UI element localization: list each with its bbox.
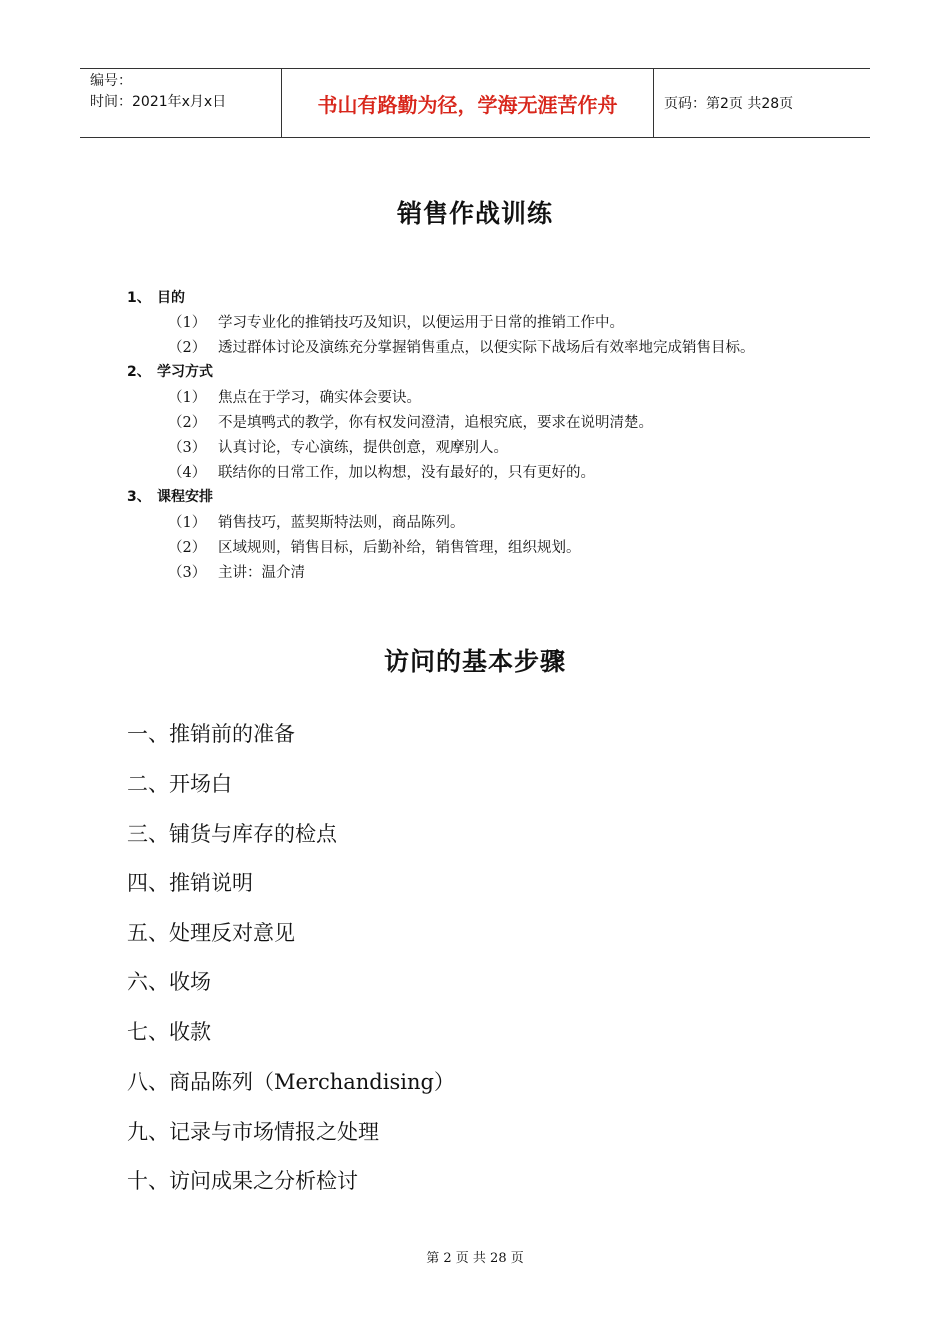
page-header <box>80 68 870 138</box>
list-item <box>168 461 595 482</box>
header-time-label: 时间：2021年x月x日 <box>90 94 227 110</box>
item-text: 不是填鸭式的教学，你有权发问澄清，追根究底，要求在说明清楚。 <box>218 415 653 431</box>
step-item: 八、商品陈列（Merchandising） <box>127 1070 455 1094</box>
item-number: （3） <box>168 440 207 456</box>
item-number: （2） <box>168 340 207 356</box>
section-number: 3、 <box>127 489 151 505</box>
list-item <box>168 311 624 332</box>
header-page-info: 页码：第2页 共28页 <box>664 96 794 112</box>
section-title: 学习方式 <box>157 364 213 380</box>
step-item: 六、收场 <box>127 970 211 994</box>
header-motto: 书山有路勤为径，学海无涯苦作舟 <box>281 69 654 137</box>
item-number: （1） <box>168 515 207 531</box>
step-item: 二、开场白 <box>127 772 232 796</box>
item-number: （4） <box>168 465 207 481</box>
header-left-cell <box>80 69 281 137</box>
section-title: 课程安排 <box>157 489 213 505</box>
item-text: 区域规则，销售目标，后勤补给，销售管理，组织规划。 <box>218 540 581 556</box>
item-text: 销售技巧，蓝契斯特法则，商品陈列。 <box>218 515 465 531</box>
list-item <box>168 336 755 357</box>
item-number: （1） <box>168 390 207 406</box>
step-item: 七、收款 <box>127 1020 211 1044</box>
title-sales-training: 销售作战训练 <box>396 199 553 228</box>
item-number: （3） <box>168 565 207 581</box>
item-text: 学习专业化的推销技巧及知识，以便运用于日常的推销工作中。 <box>218 315 624 331</box>
item-text: 主讲：温介清 <box>218 565 305 581</box>
page-footer: 第 2 页 共 28 页 <box>426 1251 524 1266</box>
list-item <box>168 536 581 557</box>
step-item: 三、铺货与库存的检点 <box>127 822 337 846</box>
list-item <box>168 386 421 407</box>
list-item <box>168 436 508 457</box>
item-text: 透过群体讨论及演练充分掌握销售重点，以便实际下战场后有效率地完成销售目标。 <box>218 340 755 356</box>
item-number: （2） <box>168 540 207 556</box>
step-item: 九、记录与市场情报之处理 <box>127 1120 379 1144</box>
section-title: 目的 <box>157 290 185 306</box>
list-item <box>168 511 465 532</box>
section-number: 2、 <box>127 364 151 380</box>
list-item <box>168 411 653 432</box>
item-text: 联结你的日常工作，加以构想，没有最好的，只有更好的。 <box>218 465 595 481</box>
item-number: （2） <box>168 415 207 431</box>
step-item: 四、推销说明 <box>127 871 253 895</box>
title-visit-steps: 访问的基本步骤 <box>383 647 566 676</box>
section-heading <box>127 361 213 381</box>
step-item: 十、访问成果之分析检讨 <box>127 1169 358 1193</box>
section-number: 1、 <box>127 290 151 306</box>
step-item: 一、推销前的准备 <box>127 722 295 746</box>
step-item: 五、处理反对意见 <box>127 921 295 945</box>
item-text: 认真讨论，专心演练，提供创意，观摩别人。 <box>218 440 508 456</box>
list-item <box>168 561 305 582</box>
item-number: （1） <box>168 315 207 331</box>
header-number-label: 编号： <box>90 73 132 89</box>
section-heading <box>127 486 213 506</box>
section-heading <box>127 287 185 307</box>
item-text: 焦点在于学习，确实体会要诀。 <box>218 390 421 406</box>
